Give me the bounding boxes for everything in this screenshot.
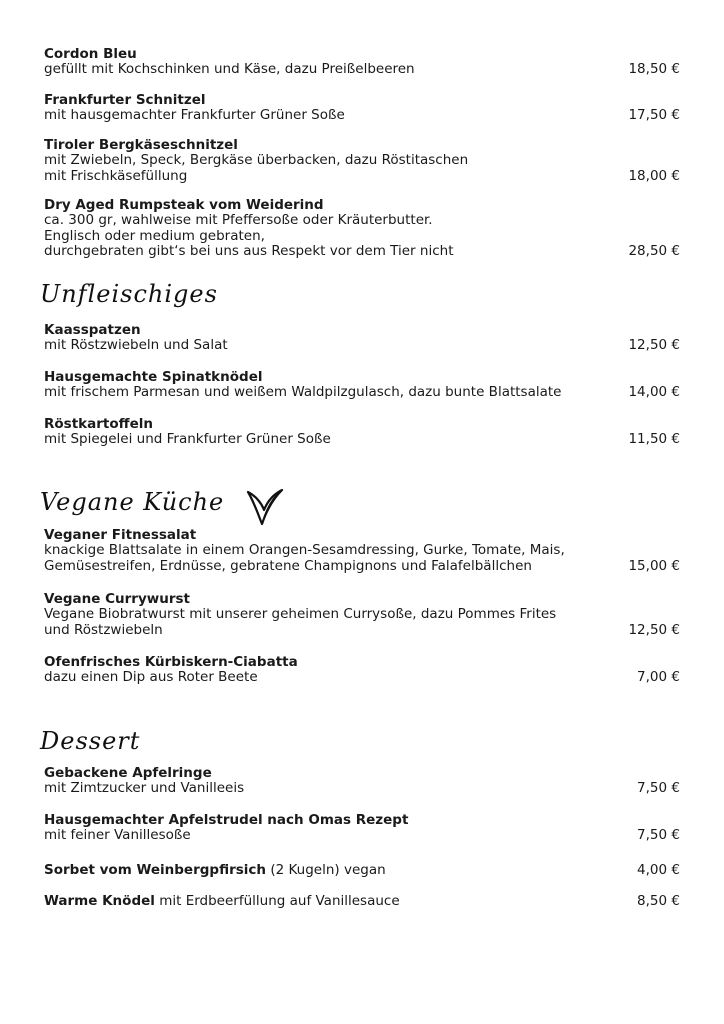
item-desc: knackige Blattsalate in einem Orangen-Sesamdressing, Gurke, Tomate, Mais, bbox=[44, 542, 565, 558]
item-desc: mit Röstzwiebeln und Salat bbox=[44, 337, 228, 353]
item-price: 12,50 € bbox=[628, 621, 680, 638]
item-name: Dry Aged Rumpsteak vom Weiderind bbox=[44, 197, 324, 213]
menu-item bbox=[44, 765, 680, 797]
item-desc: und Röstzwiebeln bbox=[44, 621, 163, 638]
item-desc: mit Erdbeerfüllung auf Vanillesauce bbox=[159, 893, 400, 909]
item-desc: Gemüsestreifen, Erdnüsse, gebratene Champignons und Falafelbällchen bbox=[44, 557, 532, 574]
item-price: 7,50 € bbox=[637, 827, 680, 843]
item-price: 7,00 € bbox=[637, 669, 680, 685]
menu-item bbox=[44, 92, 680, 124]
item-price: 14,00 € bbox=[628, 384, 680, 400]
item-desc: mit feiner Vanillesoße bbox=[44, 827, 191, 843]
item-name: Hausgemachter Apfelstrudel nach Omas Rezept bbox=[44, 812, 409, 828]
item-name: Hausgemachte Spinatknödel bbox=[44, 369, 263, 385]
menu-item bbox=[44, 46, 680, 78]
item-price: 15,00 € bbox=[628, 557, 680, 574]
item-desc: mit Zwiebeln, Speck, Bergkäse überbacken, dazu Röstitaschen bbox=[44, 152, 469, 168]
item-name: Veganer Fitnessalat bbox=[44, 527, 197, 543]
item-desc: durchgebraten gibt‘s bei uns aus Respekt vor dem Tier nicht bbox=[44, 243, 454, 259]
item-desc: Vegane Biobratwurst mit unserer geheimen Currysoße, dazu Pommes Frites bbox=[44, 606, 557, 622]
item-name: Kaasspatzen bbox=[44, 322, 141, 338]
item-name: Röstkartoffeln bbox=[44, 416, 153, 432]
item-price: 12,50 € bbox=[628, 337, 680, 353]
item-desc: dazu einen Dip aus Roter Beete bbox=[44, 669, 258, 685]
item-desc: mit Zimtzucker und Vanilleeis bbox=[44, 780, 245, 796]
item-desc: ca. 300 gr, wahlweise mit Pfeffersoße oder Kräuterbutter. bbox=[44, 212, 433, 228]
menu-item bbox=[44, 812, 680, 844]
item-price: 28,50 € bbox=[628, 243, 680, 259]
item-name: Ofenfrisches Kürbiskern-Ciabatta bbox=[44, 654, 298, 670]
item-line bbox=[44, 893, 400, 909]
item-price: 18,50 € bbox=[628, 61, 680, 77]
item-desc: gefüllt mit Kochschinken und Käse, dazu Preißelbeeren bbox=[44, 61, 415, 77]
vegan-leaf-icon bbox=[244, 484, 288, 528]
item-desc: mit frischem Parmesan und weißem Waldpilzgulasch, dazu bunte Blattsalate bbox=[44, 384, 562, 400]
item-price: 17,50 € bbox=[628, 107, 680, 123]
menu-item bbox=[44, 890, 680, 909]
item-price: 7,50 € bbox=[637, 780, 680, 796]
menu-item bbox=[44, 197, 680, 260]
item-price: 4,00 € bbox=[637, 861, 680, 878]
section-title-vegan: Vegane Küche bbox=[40, 488, 225, 516]
item-name: Frankfurter Schnitzel bbox=[44, 92, 206, 108]
menu-item bbox=[44, 137, 680, 184]
item-name: Cordon Bleu bbox=[44, 46, 137, 62]
section-title-unfleischiges: Unfleischiges bbox=[40, 280, 218, 308]
section-title-dessert: Dessert bbox=[40, 727, 141, 755]
menu-item bbox=[44, 416, 680, 448]
item-name: Tiroler Bergkäseschnitzel bbox=[44, 137, 238, 153]
menu-item bbox=[44, 859, 680, 878]
item-name: Vegane Currywurst bbox=[44, 591, 190, 607]
menu-item bbox=[44, 322, 680, 354]
item-desc: mit Frischkäsefüllung bbox=[44, 167, 188, 184]
item-price: 8,50 € bbox=[637, 892, 680, 909]
item-price: 18,00 € bbox=[628, 167, 680, 184]
item-desc: mit hausgemachter Frankfurter Grüner Soße bbox=[44, 107, 345, 123]
item-name: Gebackene Apfelringe bbox=[44, 765, 212, 781]
item-name: Sorbet vom Weinbergpfirsich bbox=[44, 862, 267, 878]
item-name: Warme Knödel bbox=[44, 893, 155, 909]
item-desc: (2 Kugeln) vegan bbox=[270, 862, 386, 878]
item-desc: mit Spiegelei und Frankfurter Grüner Soße bbox=[44, 431, 331, 447]
item-price: 11,50 € bbox=[628, 431, 680, 447]
item-desc: Englisch oder medium gebraten, bbox=[44, 227, 265, 244]
menu-item bbox=[44, 591, 680, 638]
menu-item bbox=[44, 654, 680, 686]
menu-item bbox=[44, 369, 680, 401]
item-line bbox=[44, 862, 386, 878]
menu-item bbox=[44, 527, 680, 574]
